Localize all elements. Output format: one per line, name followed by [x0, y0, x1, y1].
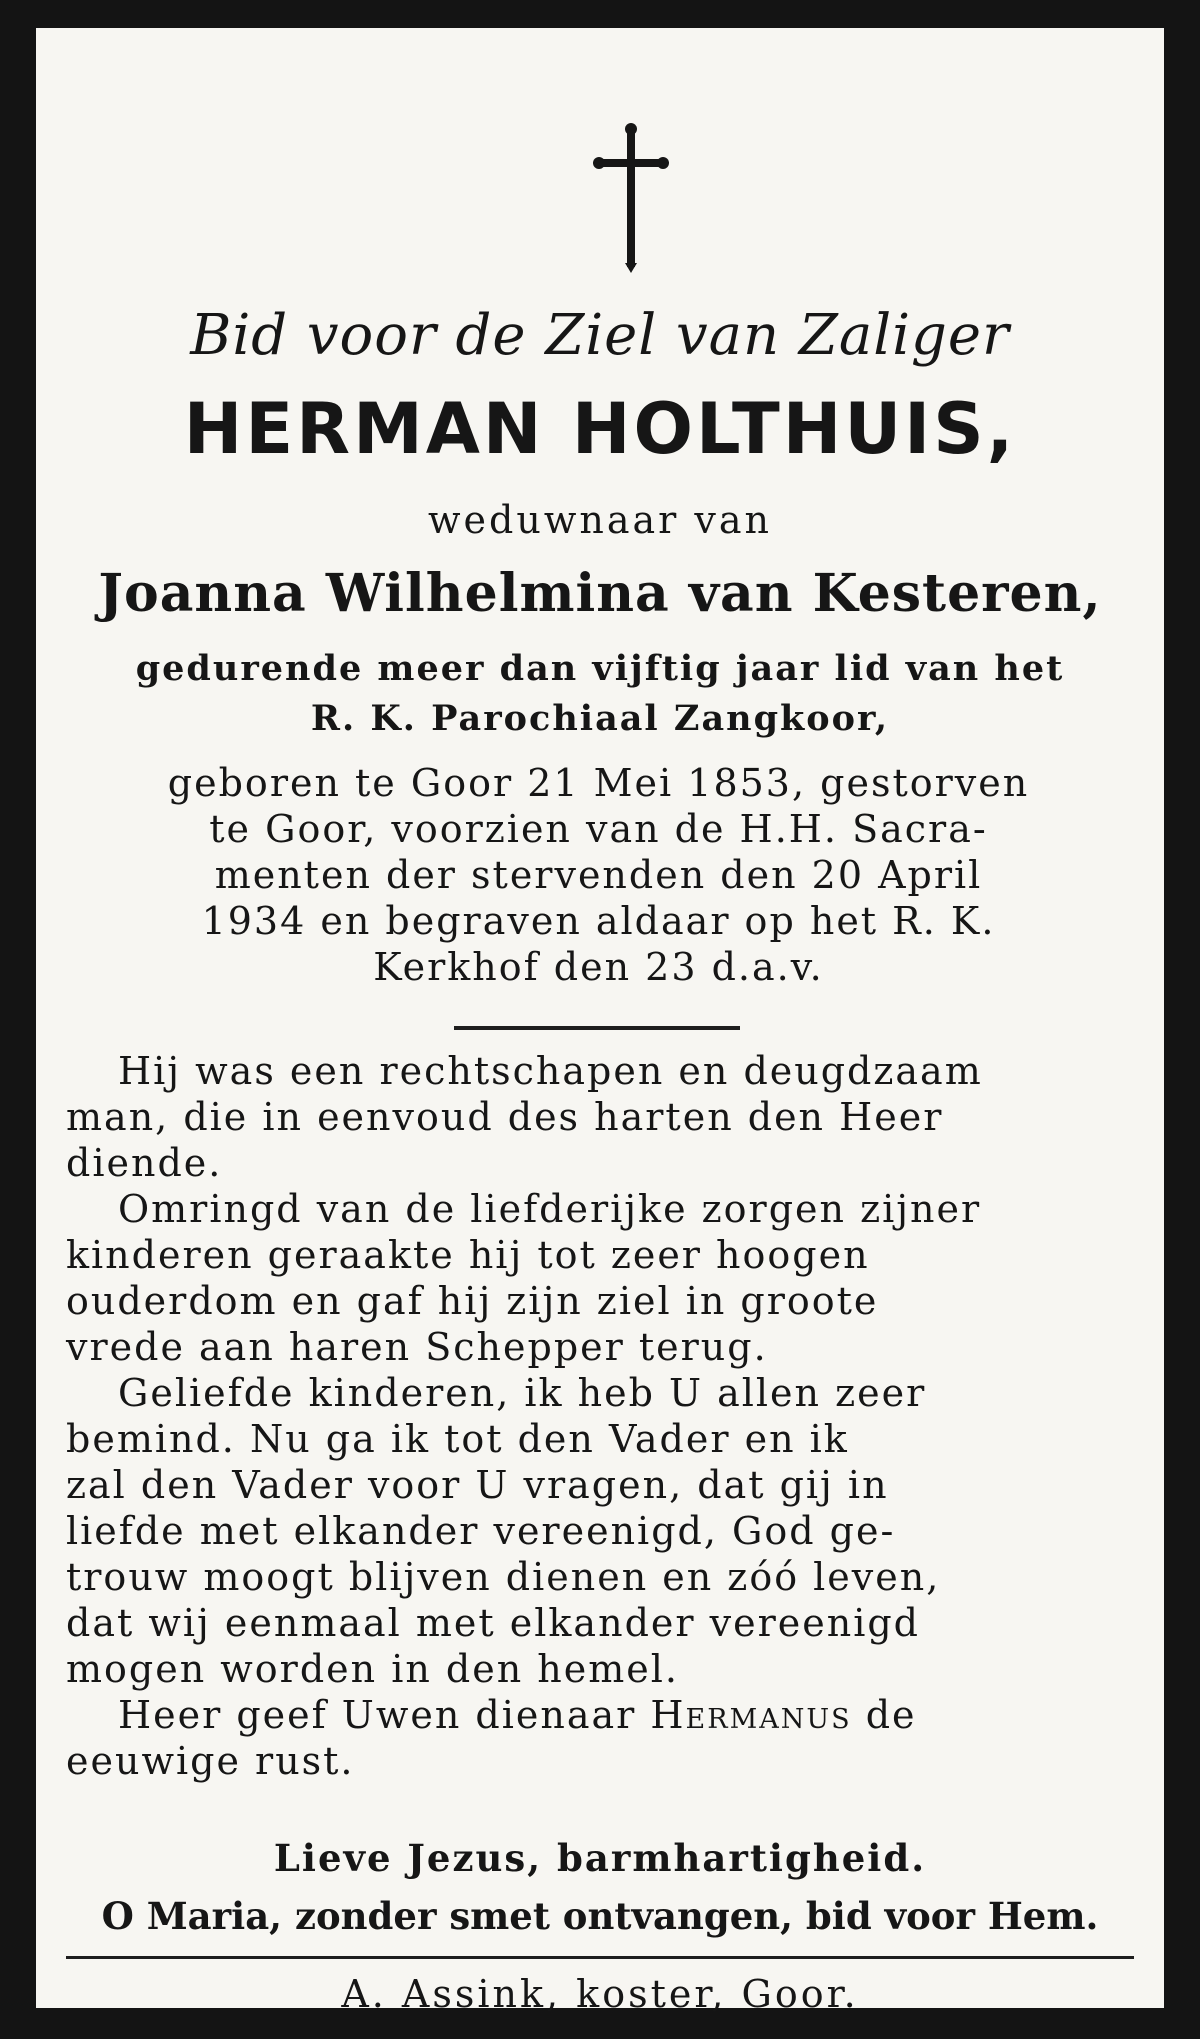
final-prayer-line [66, 1692, 1136, 1738]
eulogy-line: dat wij eenmaal met elkander vereenigd [66, 1601, 920, 1645]
biography-line: menten der stervenden den 20 April [214, 853, 983, 897]
membership-line: R. K. Parochiaal Zangkoor, [310, 698, 890, 739]
biography-line: te Goor, voorzien van de H.H. Sacra- [209, 807, 988, 851]
biography-line: geboren te Goor 21 Mei 1853, gestorven [167, 761, 1030, 805]
eulogy-line: kinderen geraakte hij tot zeer hoogen [66, 1233, 870, 1277]
final-prefix: Heer geef Uwen dienaar [118, 1693, 637, 1737]
spouse-name: Joanna Wilhelmina van Kesteren, [98, 563, 1102, 624]
divider-long [66, 1956, 1134, 1959]
divider-short [454, 1026, 740, 1030]
prayer-maria: O Maria, zonder smet ontvangen, bid voor Hem. [101, 1894, 1099, 1938]
eulogy-line: eeuwige rust. [66, 1739, 355, 1783]
widower-of-label: weduwnaar van [428, 498, 772, 542]
final-suffix: de [865, 1693, 917, 1737]
eulogy-text [66, 1048, 1136, 1784]
membership-line: gedurende meer dan vijftig jaar lid van het [135, 648, 1065, 689]
prayer-jesus: Lieve Jezus, barmhartigheid. [273, 1836, 927, 1880]
eulogy-line: diende. [66, 1141, 223, 1185]
eulogy-line: man, die in eenvoud des harten den Heer [66, 1095, 944, 1139]
printer-credit: A. Assink, koster, Goor. [341, 1972, 859, 2016]
deceased-first-name: Hermanus [650, 1693, 852, 1737]
eulogy-line: ouderdom en gaf hij zijn ziel in groote [66, 1279, 879, 1323]
eulogy-line: liefde met elkander vereenigd, God ge- [66, 1509, 896, 1553]
biography [66, 760, 1131, 990]
deceased-name: HERMAN HOLTHUIS, [183, 388, 1017, 470]
biography-line: 1934 en begraven aldaar op het R. K. [201, 899, 996, 943]
eulogy-line: zal den Vader voor U vragen, dat gij in [66, 1463, 889, 1507]
memorial-card [36, 28, 1164, 2016]
eulogy-line: Hij was een rechtschapen en deugdzaam [118, 1049, 983, 1093]
biography-line: Kerkhof den 23 d.a.v. [373, 945, 824, 989]
eulogy-line: trouw moogt blijven dienen en zóó leven, [66, 1555, 941, 1599]
eulogy-line: Geliefde kinderen, ik heb U allen zeer [118, 1371, 927, 1415]
eulogy-line: bemind. Nu ga ik tot den Vader en ik [66, 1417, 849, 1461]
prayer-intro: Bid voor de Ziel van Zaliger [190, 303, 1010, 368]
latin-cross-icon [591, 123, 671, 273]
eulogy-line: mogen worden in den hemel. [66, 1647, 680, 1691]
eulogy-line: Omringd van de liefderijke zorgen zijner [118, 1187, 982, 1231]
eulogy-line: vrede aan haren Schepper terug. [66, 1325, 768, 1369]
